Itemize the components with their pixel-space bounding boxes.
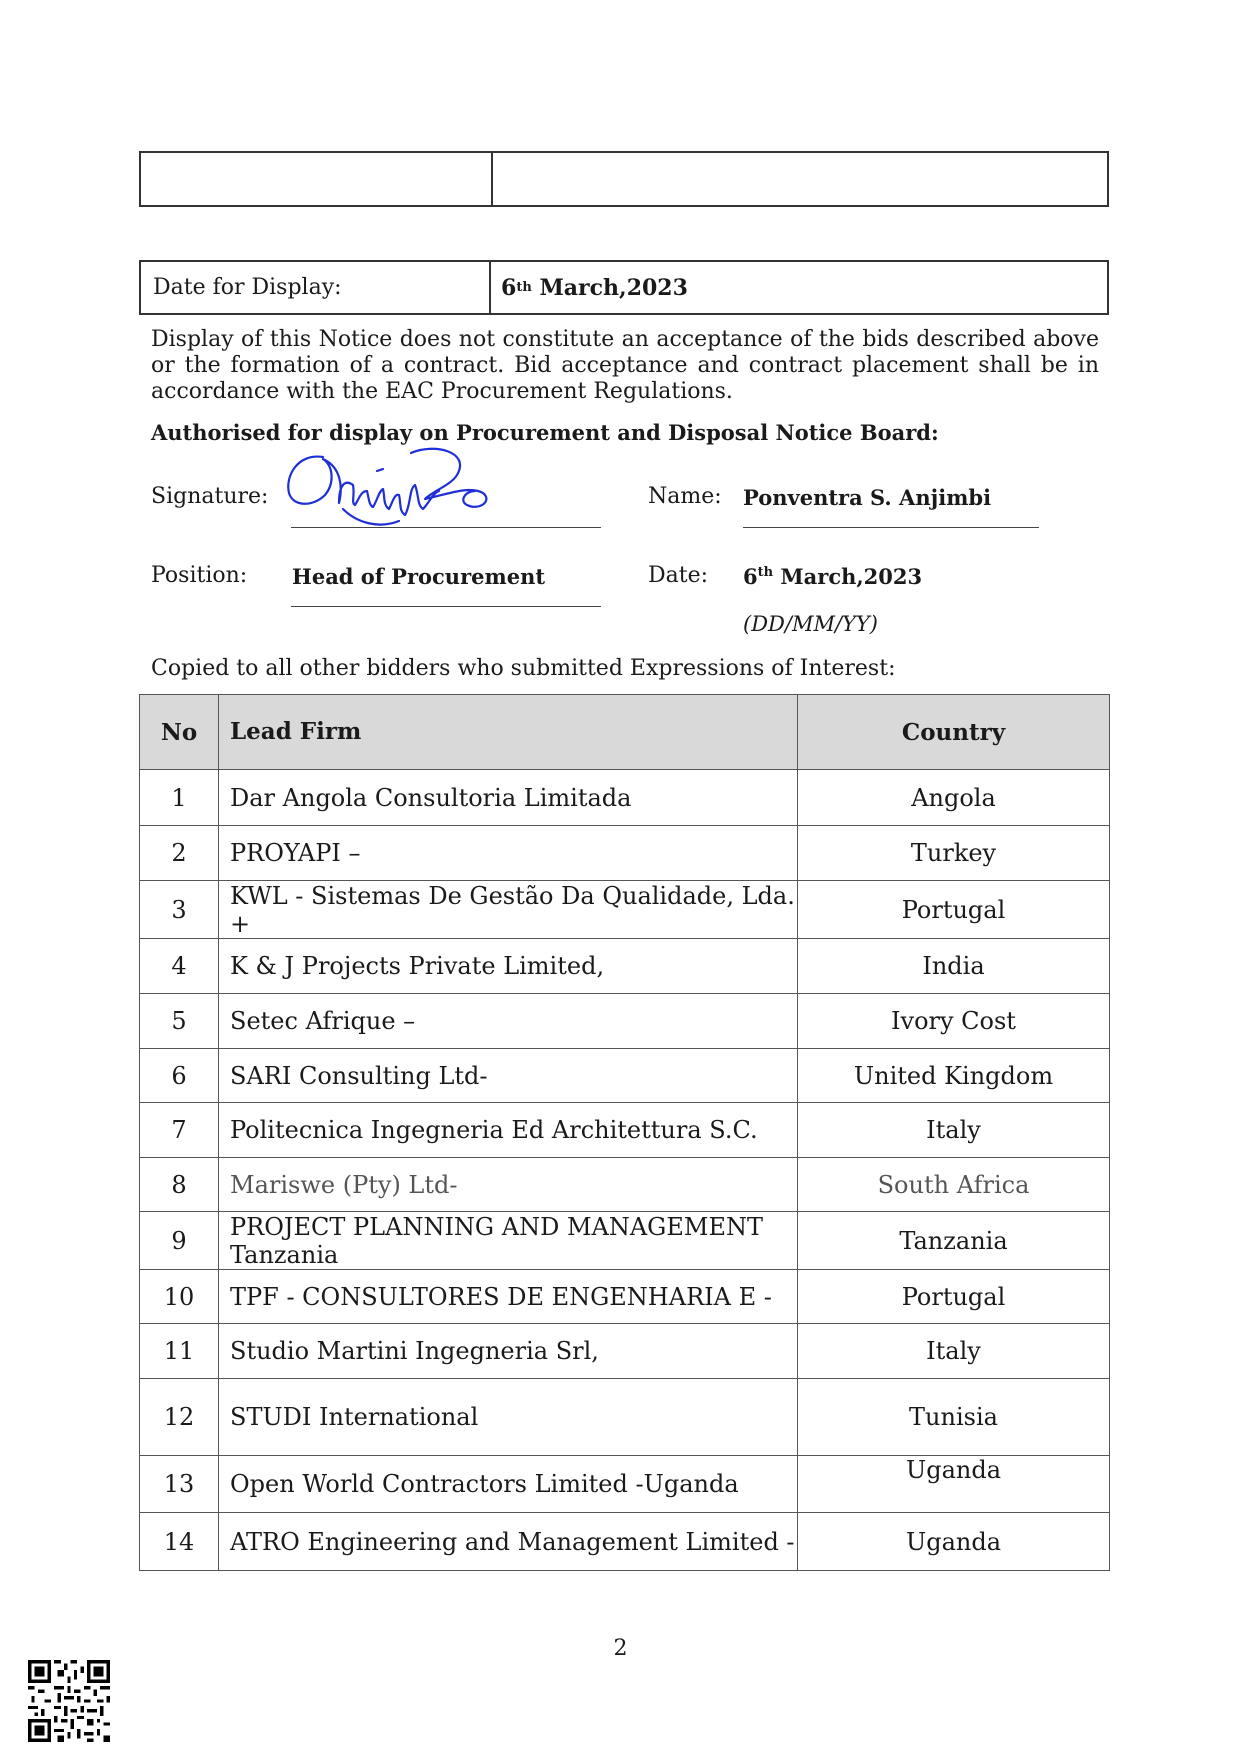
date-rest: March,2023 bbox=[531, 274, 688, 301]
row-country: Turkey bbox=[798, 826, 1110, 881]
date-format-hint: (DD/MM/YY) bbox=[743, 612, 878, 636]
row-country: Uganda bbox=[798, 1513, 1110, 1571]
date-for-display-table bbox=[139, 260, 1109, 315]
row-firm: Dar Angola Consultoria Limitada bbox=[219, 770, 798, 826]
row-country: India bbox=[798, 939, 1110, 994]
name-underline bbox=[743, 527, 1039, 528]
signature-image bbox=[283, 445, 498, 535]
header-empty-table-divider bbox=[491, 153, 493, 205]
date-label: Date: bbox=[648, 563, 709, 588]
row-country: Tanzania bbox=[798, 1212, 1110, 1270]
row-firm: STUDI International bbox=[219, 1379, 798, 1456]
row-firm: Politecnica Ingegneria Ed Architettura S.C. bbox=[219, 1103, 798, 1158]
row-no: 3 bbox=[140, 881, 219, 939]
table-row bbox=[140, 1049, 1110, 1103]
row-country: Portugal bbox=[798, 1270, 1110, 1324]
row-no: 14 bbox=[140, 1513, 219, 1571]
date-value-suffix: th bbox=[757, 565, 774, 580]
date-for-display-label: Date for Display: bbox=[141, 262, 491, 313]
row-firm: Setec Afrique – bbox=[219, 994, 798, 1049]
qr-code-icon bbox=[28, 1660, 110, 1742]
name-label: Name: bbox=[648, 484, 722, 509]
date-value-day: 6 bbox=[743, 564, 758, 589]
table-row bbox=[140, 1324, 1110, 1379]
row-country: Italy bbox=[798, 1324, 1110, 1379]
row-country: South Africa bbox=[798, 1158, 1110, 1212]
position-label: Position: bbox=[151, 563, 248, 588]
date-suffix: th bbox=[516, 280, 532, 295]
row-no: 6 bbox=[140, 1049, 219, 1103]
date-for-display-value bbox=[491, 262, 1107, 313]
table-row bbox=[140, 826, 1110, 881]
bidders-table bbox=[139, 694, 1110, 1571]
row-firm: SARI Consulting Ltd- bbox=[219, 1049, 798, 1103]
position-value: Head of Procurement bbox=[292, 564, 546, 589]
row-firm: KWL - Sistemas De Gestão Da Qualidade, Lda. + bbox=[219, 881, 798, 939]
row-no: 5 bbox=[140, 994, 219, 1049]
row-no: 11 bbox=[140, 1324, 219, 1379]
row-country: Uganda bbox=[798, 1456, 1110, 1513]
table-row bbox=[140, 1456, 1110, 1513]
table-row bbox=[140, 1212, 1110, 1270]
date-value bbox=[743, 564, 922, 589]
row-no: 12 bbox=[140, 1379, 219, 1456]
row-no: 7 bbox=[140, 1103, 219, 1158]
name-value: Ponventra S. Anjimbi bbox=[743, 485, 992, 510]
header-empty-table bbox=[139, 151, 1109, 207]
row-firm: ATRO Engineering and Management Limited - bbox=[219, 1513, 798, 1571]
table-row bbox=[140, 994, 1110, 1049]
row-firm: Studio Martini Ingegneria Srl, bbox=[219, 1324, 798, 1379]
page-number: 2 bbox=[613, 1636, 628, 1661]
row-firm: TPF - CONSULTORES DE ENGENHARIA E - bbox=[219, 1270, 798, 1324]
copied-text: Copied to all other bidders who submitted Expressions of Interest: bbox=[151, 656, 896, 681]
row-no: 13 bbox=[140, 1456, 219, 1513]
row-firm: Mariswe (Pty) Ltd- bbox=[219, 1158, 798, 1212]
row-no: 9 bbox=[140, 1212, 219, 1270]
row-no: 4 bbox=[140, 939, 219, 994]
row-country: Angola bbox=[798, 770, 1110, 826]
table-row bbox=[140, 1103, 1110, 1158]
authorised-heading: Authorised for display on Procurement and Disposal Notice Board: bbox=[151, 420, 939, 445]
header-no: No bbox=[140, 695, 219, 770]
row-no: 10 bbox=[140, 1270, 219, 1324]
bidders-table-header bbox=[140, 695, 1110, 770]
header-country: Country bbox=[798, 695, 1110, 770]
table-row bbox=[140, 881, 1110, 939]
date-day: 6 bbox=[501, 274, 517, 301]
table-row bbox=[140, 1158, 1110, 1212]
table-row bbox=[140, 939, 1110, 994]
row-no: 1 bbox=[140, 770, 219, 826]
row-country: Italy bbox=[798, 1103, 1110, 1158]
position-underline bbox=[291, 606, 601, 607]
row-firm: PROJECT PLANNING AND MANAGEMENT Tanzania bbox=[219, 1212, 798, 1270]
row-no: 8 bbox=[140, 1158, 219, 1212]
row-no: 2 bbox=[140, 826, 219, 881]
row-firm: K & J Projects Private Limited, bbox=[219, 939, 798, 994]
date-value-rest: March,2023 bbox=[773, 564, 923, 589]
row-country: Ivory Cost bbox=[798, 994, 1110, 1049]
signature-underline bbox=[291, 527, 601, 528]
header-lead-firm: Lead Firm bbox=[219, 695, 798, 770]
row-country: Portugal bbox=[798, 881, 1110, 939]
row-country: Tunisia bbox=[798, 1379, 1110, 1456]
table-row bbox=[140, 1513, 1110, 1571]
table-row bbox=[140, 1270, 1110, 1324]
row-firm: PROYAPI – bbox=[219, 826, 798, 881]
table-row bbox=[140, 1379, 1110, 1456]
table-row bbox=[140, 770, 1110, 826]
notice-paragraph: Display of this Notice does not constitute an acceptance of the bids described above or the formation of a contract. Bid acceptance and contract placement shall be in accordance with the EAC Procurement Regulations. bbox=[151, 327, 1099, 404]
row-firm: Open World Contractors Limited -Uganda bbox=[219, 1456, 798, 1513]
row-country: United Kingdom bbox=[798, 1049, 1110, 1103]
signature-label: Signature: bbox=[151, 484, 269, 509]
